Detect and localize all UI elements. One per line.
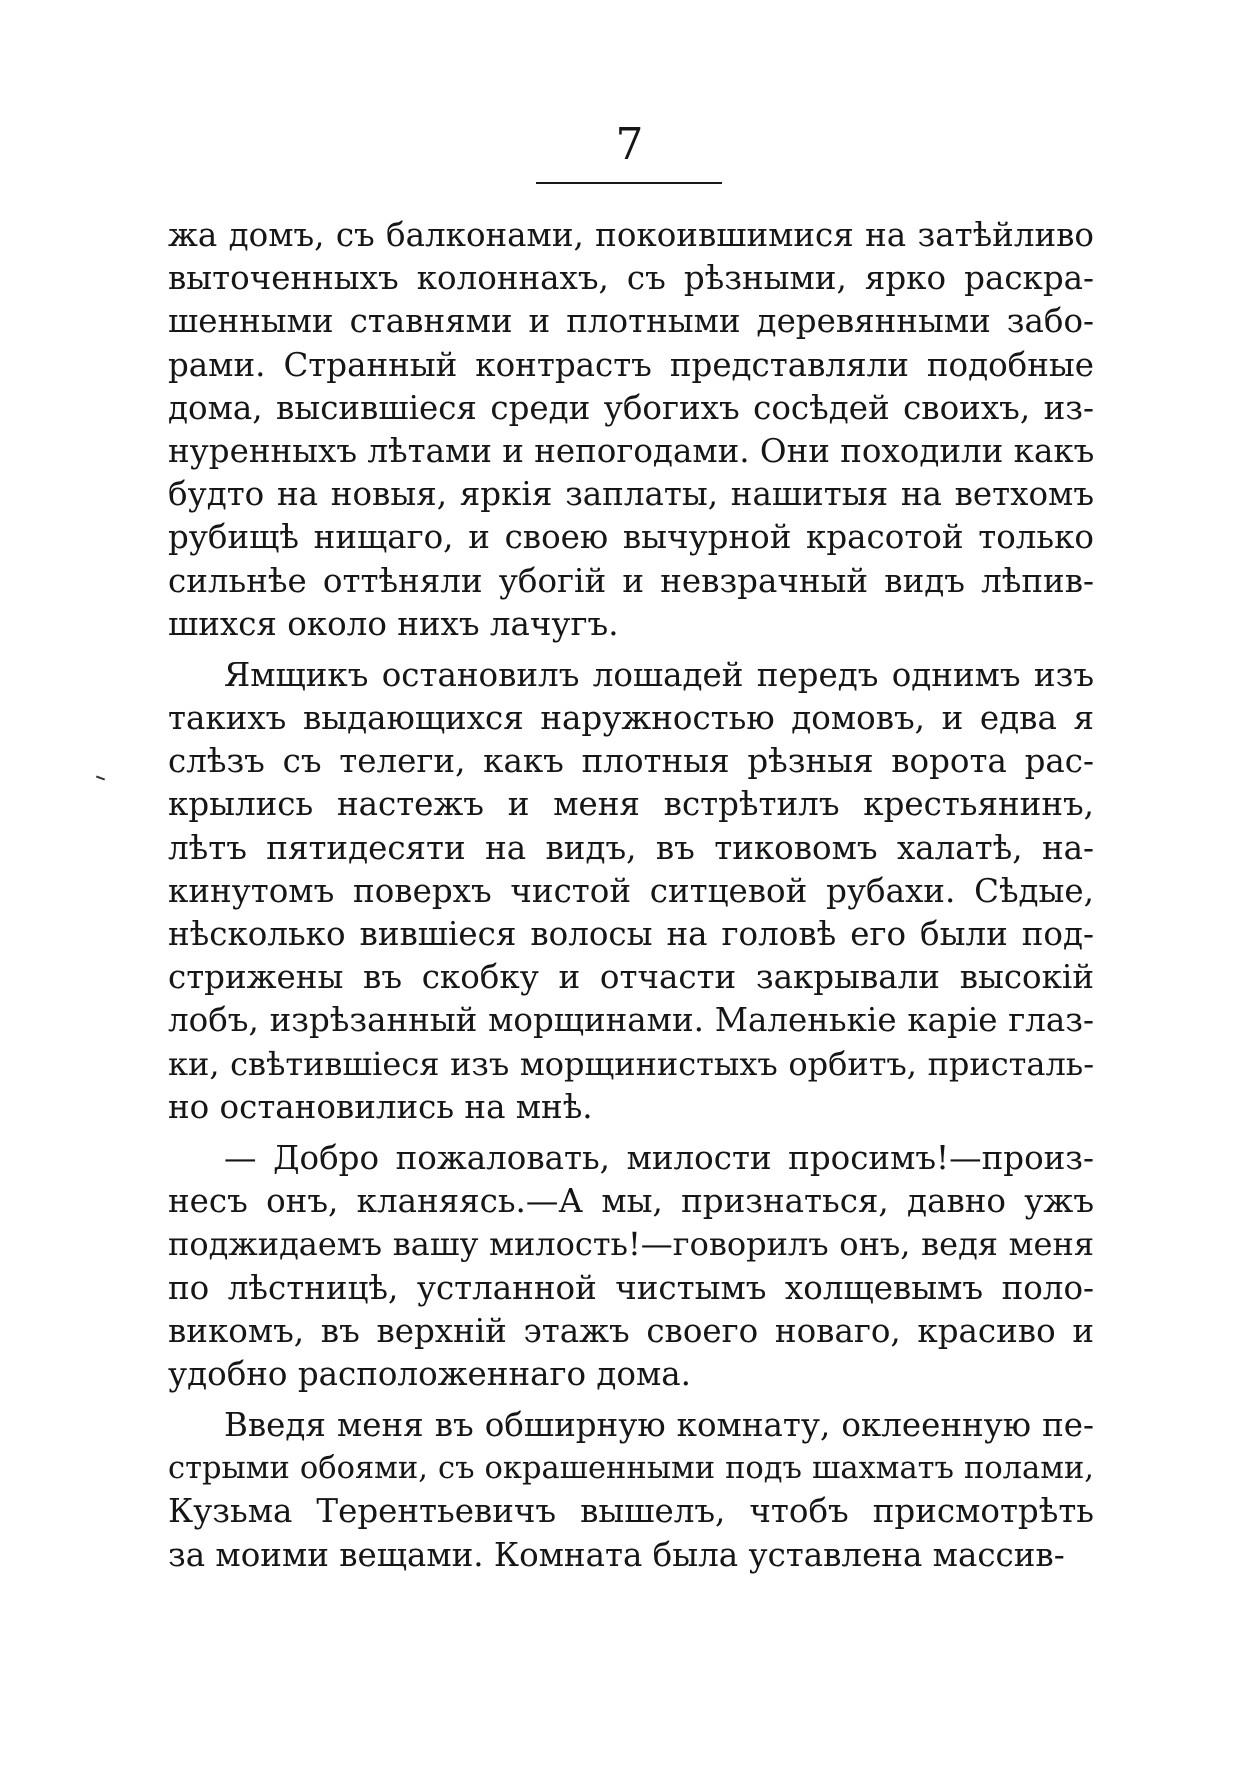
text-line: стрыми обоями, съ окрашенными подъ шахматъ полами, bbox=[168, 1451, 1094, 1487]
text-line: лѣтъ пятидесяти на видъ, въ тиковомъ халатѣ, на- bbox=[168, 828, 1094, 867]
text-line: слѣзъ съ телеги, какъ плотныя рѣзныя ворота рас- bbox=[168, 742, 1094, 781]
text-line: шихся около нихъ лачугъ. bbox=[168, 604, 619, 643]
text-line: — Добро пожаловать, милости просимъ!—произ- bbox=[224, 1138, 1094, 1177]
paragraph bbox=[168, 1404, 1094, 1577]
paragraph-gap bbox=[168, 1129, 1094, 1137]
text-line: Ямщикъ остановилъ лошадей передъ однимъ изъ bbox=[224, 655, 1094, 694]
text-line: рами. Странный контрастъ представляли подобные bbox=[168, 345, 1094, 384]
body-text bbox=[168, 214, 1094, 1577]
text-line: нуренныхъ лѣтами и непогодами. Они походили какъ bbox=[168, 431, 1095, 470]
text-line: за моими вещами. Комната была уставлена массив- bbox=[168, 1535, 1065, 1574]
text-line: стрижены въ скобку и отчасти закрывали высокій bbox=[168, 958, 1094, 997]
paragraph-gap bbox=[168, 1396, 1094, 1404]
text-line: викомъ, въ верхній этажъ своего новаго, красиво и bbox=[168, 1311, 1094, 1350]
paragraph-gap bbox=[168, 646, 1094, 654]
text-line: сильнѣе оттѣняли убогій и невзрачный видъ лѣпив- bbox=[168, 561, 1094, 600]
text-line: поджидаемъ вашу милость!—говорилъ онъ, ведя меня bbox=[168, 1225, 1094, 1264]
margin-speck bbox=[96, 776, 105, 781]
text-line: несъ онъ, кланяясь.—А мы, признаться, давно ужъ bbox=[168, 1182, 1094, 1221]
text-line: дома, высившіеся среди убогихъ сосѣдей своихъ, из- bbox=[168, 388, 1094, 427]
text-line: но остановились на мнѣ. bbox=[168, 1087, 593, 1126]
text-line: будто на новыя, яркія заплаты, нашитыя на ветхомъ bbox=[168, 475, 1094, 514]
text-line: шенными ставнями и плотными деревянными забо- bbox=[168, 302, 1094, 341]
paragraph bbox=[168, 1137, 1094, 1396]
text-line: выточенныхъ колоннахъ, съ рѣзными, ярко раскра- bbox=[168, 259, 1094, 298]
text-line: ки, свѣтившіеся изъ морщинистыхъ орбитъ, присталь- bbox=[168, 1044, 1094, 1083]
text-line: Введя меня въ обширную комнату, оклеенную пе- bbox=[224, 1406, 1094, 1445]
text-line: жа домъ, съ балконами, покоившимися на затѣйливо bbox=[168, 216, 1094, 254]
text-line: удобно расположеннаго дома. bbox=[168, 1354, 691, 1393]
text-line: нѣсколько вившіеся волосы на головѣ его были под- bbox=[168, 915, 1094, 953]
page-number: 7 bbox=[615, 119, 644, 170]
paragraph bbox=[168, 214, 1094, 646]
text-line: кинутомъ поверхъ чистой ситцевой рубахи. Сѣдые, bbox=[168, 871, 1094, 910]
header-rule bbox=[536, 182, 722, 184]
text-line: Кузьма Терентьевичъ вышелъ, чтобъ присмотрѣть bbox=[168, 1492, 1094, 1531]
text-line: рубищѣ нищаго, и своею вычурной красотой только bbox=[168, 518, 1094, 557]
text-line: по лѣстницѣ, устланной чистымъ холщевымъ поло- bbox=[168, 1268, 1094, 1307]
text-line: лобъ, изрѣзанный морщинами. Маленькіе каріе глаз- bbox=[168, 1001, 1094, 1040]
paragraph bbox=[168, 654, 1094, 1129]
text-line: крылись настежъ и меня встрѣтилъ крестьянинъ, bbox=[168, 785, 1094, 824]
text-line: такихъ выдающихся наружностью домовъ, и едва я bbox=[168, 699, 1094, 738]
